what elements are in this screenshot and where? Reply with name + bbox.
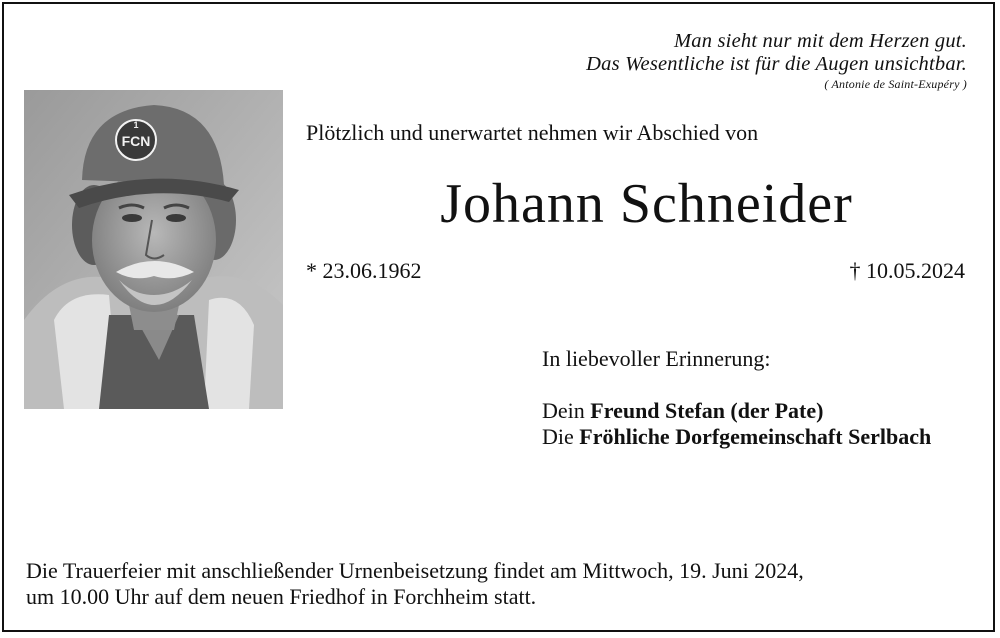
signer-prefix: Die <box>542 424 574 449</box>
quote-source: ( Antonie de Saint-Exupéry ) <box>824 77 967 91</box>
service-line-1: Die Trauerfeier mit anschließender Urnenbeisetzung findet am Mittwoch, 19. Juni 2024, <box>26 558 804 583</box>
obituary-frame <box>2 2 995 632</box>
deceased-portrait-photo <box>24 90 283 409</box>
quote-line-1: Man sieht nur mit dem Herzen gut. <box>674 30 967 52</box>
epigraph-quote <box>586 30 967 91</box>
cap-logo-star: 1 <box>133 120 139 130</box>
signer-prefix: Dein <box>542 398 585 423</box>
signer-name: Fröhliche Dorfgemeinschaft Serlbach <box>579 424 932 449</box>
cap-logo-text: FCN <box>121 133 151 149</box>
signer-line <box>542 398 931 424</box>
intro-text: Plötzlich und unerwartet nehmen wir Abschied von <box>306 120 759 145</box>
signer-name: Freund Stefan (der Pate) <box>590 398 824 423</box>
service-line-2: um 10.00 Uhr auf dem neuen Friedhof in Forchheim statt. <box>26 584 537 609</box>
quote-line-2: Das Wesentliche ist für die Augen unsichtbar. <box>586 53 967 75</box>
signer-line <box>542 424 931 450</box>
funeral-service-notice <box>26 558 804 610</box>
signers-list <box>542 398 931 450</box>
death-date: † 10.05.2024 <box>849 258 965 283</box>
memory-heading: In liebevoller Erinnerung: <box>542 346 771 371</box>
birth-date: * 23.06.1962 <box>306 258 422 283</box>
deceased-name: Johann Schneider <box>440 173 853 235</box>
